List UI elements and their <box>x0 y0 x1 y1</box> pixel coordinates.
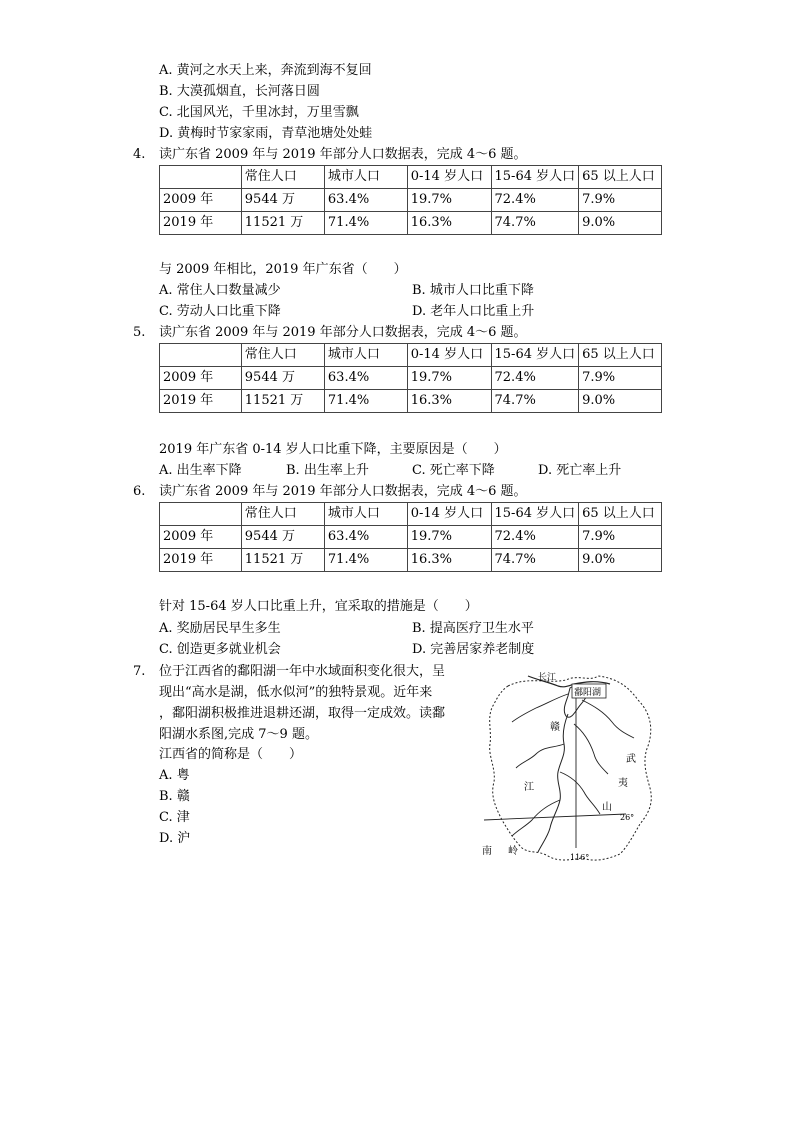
q6-option-a: A. 奖励居民早生多生 <box>159 621 281 636</box>
map-label-jiang: 江 <box>524 782 534 793</box>
table-cell: 16.3% <box>407 212 491 235</box>
table-row <box>160 212 662 235</box>
table-header-cell: 0-14 岁人口 <box>407 344 491 367</box>
q3-option-d: D. 黄梅时节家家雨，青草池塘处处蛙 <box>159 126 373 141</box>
q5-option-d: D. 死亡率上升 <box>538 463 622 478</box>
table-header-cell: 0-14 岁人口 <box>407 503 491 526</box>
table-row <box>160 367 662 390</box>
table-cell: 71.4% <box>324 212 407 235</box>
q4-option-b: B. 城市人口比重下降 <box>412 283 534 298</box>
q6-option-d: D. 完善居家养老制度 <box>412 642 535 657</box>
table-cell: 74.7% <box>491 212 579 235</box>
q7-intro-line: 阳湖水系图,完成 7～9 题。 <box>159 727 318 742</box>
table-cell: 9.0% <box>579 390 662 413</box>
table-cell: 74.7% <box>491 390 579 413</box>
tributary-river <box>582 700 634 738</box>
map-label-yi: 夷 <box>618 778 628 789</box>
q4-option-d: D. 老年人口比重上升 <box>412 304 535 319</box>
table-header-cell: 15-64 岁人口 <box>491 503 579 526</box>
table-row <box>160 390 662 413</box>
map-label-nan: 南 <box>482 846 492 857</box>
table-header-cell: 城市人口 <box>324 344 407 367</box>
table-row <box>160 189 662 212</box>
q4-number: 4. <box>133 147 146 162</box>
table-cell: 72.4% <box>491 526 579 549</box>
q6-stem: 针对 15-64 岁人口比重上升，宜采取的措施是（ ） <box>159 599 478 614</box>
table-header-cell: 常住人口 <box>241 503 324 526</box>
q7-option-b: B. 赣 <box>159 789 190 804</box>
province-boundary <box>490 676 652 860</box>
table-header-cell: 常住人口 <box>241 166 324 189</box>
q6-number: 6. <box>133 484 146 499</box>
map-label-changjiang: 长江 <box>538 673 557 683</box>
map-label-poyanghu: 鄱阳湖 <box>574 688 602 698</box>
q5-population-table <box>159 343 662 413</box>
table-cell: 72.4% <box>491 367 579 390</box>
tributary-river <box>516 744 564 768</box>
map-label-shan: 山 <box>602 802 612 813</box>
map-label-gan: 赣 <box>550 722 560 733</box>
table-cell: 19.7% <box>407 526 491 549</box>
table-header-cell <box>160 344 242 367</box>
table-header-row <box>160 503 662 526</box>
map-label-wu: 武 <box>626 754 636 765</box>
q6-intro: 读广东省 2009 年与 2019 年部分人口数据表，完成 4～6 题。 <box>159 484 527 499</box>
table-header-cell: 65 以上人口 <box>579 166 662 189</box>
q7-intro-line: 现出“高水是湖，低水似河”的独特景观。近年来 <box>159 685 433 700</box>
table-cell: 11521 万 <box>241 549 324 572</box>
table-cell: 72.4% <box>491 189 579 212</box>
gan-river <box>538 714 568 852</box>
table-cell: 2019 年 <box>160 212 242 235</box>
poyang-lake-water-system-map <box>478 664 668 864</box>
table-cell: 11521 万 <box>241 212 324 235</box>
table-cell: 2009 年 <box>160 526 242 549</box>
table-header-cell: 65 以上人口 <box>579 344 662 367</box>
table-cell: 7.9% <box>579 189 662 212</box>
q7-option-a: A. 粤 <box>159 768 190 783</box>
q5-stem: 2019 年广东省 0-14 岁人口比重下降，主要原因是（ ） <box>159 442 507 457</box>
q7-stem: 江西省的简称是（ ） <box>159 747 303 762</box>
table-cell: 9.0% <box>579 549 662 572</box>
table-cell: 9544 万 <box>241 367 324 390</box>
table-cell: 2009 年 <box>160 367 242 390</box>
table-header-row <box>160 344 662 367</box>
table-cell: 2009 年 <box>160 189 242 212</box>
map-label-lat: 26° <box>620 813 635 822</box>
map-label-lon: 116° <box>570 853 590 862</box>
q3-option-b: B. 大漠孤烟直，长河落日圆 <box>159 84 320 99</box>
q5-option-c: C. 死亡率下降 <box>412 463 495 478</box>
tributary-river <box>560 772 600 814</box>
table-header-row <box>160 166 662 189</box>
table-row <box>160 526 662 549</box>
q7-option-d: D. 沪 <box>159 831 191 846</box>
table-cell: 16.3% <box>407 390 491 413</box>
table-header-cell <box>160 166 242 189</box>
q3-option-c: C. 北国风光，千里冰封，万里雪飘 <box>159 105 359 120</box>
q6-population-table <box>159 502 662 572</box>
table-cell: 9544 万 <box>241 189 324 212</box>
tributary-river <box>574 724 608 774</box>
table-header-cell: 常住人口 <box>241 344 324 367</box>
table-cell: 2019 年 <box>160 549 242 572</box>
table-header-cell <box>160 503 242 526</box>
q5-intro: 读广东省 2009 年与 2019 年部分人口数据表，完成 4～6 题。 <box>159 325 527 340</box>
q4-option-a: A. 常住人口数量减少 <box>159 283 281 298</box>
table-header-cell: 城市人口 <box>324 503 407 526</box>
q5-number: 5. <box>133 325 146 340</box>
table-cell: 9544 万 <box>241 526 324 549</box>
q7-number: 7. <box>133 664 146 679</box>
q6-option-c: C. 创造更多就业机会 <box>159 642 281 657</box>
table-cell: 71.4% <box>324 549 407 572</box>
table-cell: 71.4% <box>324 390 407 413</box>
table-cell: 63.4% <box>324 526 407 549</box>
q5-option-a: A. 出生率下降 <box>159 463 242 478</box>
table-cell: 16.3% <box>407 549 491 572</box>
q7-intro-line: ，鄱阳湖积极推进退耕还湖，取得一定成效。读鄱 <box>159 706 446 721</box>
table-cell: 19.7% <box>407 189 491 212</box>
q3-option-a: A. 黄河之水天上来，奔流到海不复回 <box>159 63 372 78</box>
table-cell: 2019 年 <box>160 390 242 413</box>
q7-intro-line: 位于江西省的鄱阳湖一年中水域面积变化很大，呈 <box>159 664 446 679</box>
table-row <box>160 549 662 572</box>
map-label-ling: 岭 <box>508 846 518 857</box>
q5-option-b: B. 出生率上升 <box>286 463 369 478</box>
table-header-cell: 65 以上人口 <box>579 503 662 526</box>
table-cell: 7.9% <box>579 526 662 549</box>
table-header-cell: 15-64 岁人口 <box>491 344 579 367</box>
tributary-river <box>512 694 568 722</box>
table-header-cell: 城市人口 <box>324 166 407 189</box>
table-header-cell: 15-64 岁人口 <box>491 166 579 189</box>
table-header-cell: 0-14 岁人口 <box>407 166 491 189</box>
table-cell: 74.7% <box>491 549 579 572</box>
table-cell: 63.4% <box>324 367 407 390</box>
q6-option-b: B. 提高医疗卫生水平 <box>412 621 534 636</box>
table-cell: 63.4% <box>324 189 407 212</box>
table-cell: 9.0% <box>579 212 662 235</box>
q4-population-table <box>159 165 662 235</box>
q4-stem: 与 2009 年相比，2019 年广东省（ ） <box>159 262 407 277</box>
q4-option-c: C. 劳动人口比重下降 <box>159 304 281 319</box>
table-cell: 11521 万 <box>241 390 324 413</box>
q7-option-c: C. 津 <box>159 810 190 825</box>
q4-intro: 读广东省 2009 年与 2019 年部分人口数据表，完成 4～6 题。 <box>159 147 527 162</box>
table-cell: 19.7% <box>407 367 491 390</box>
table-cell: 7.9% <box>579 367 662 390</box>
